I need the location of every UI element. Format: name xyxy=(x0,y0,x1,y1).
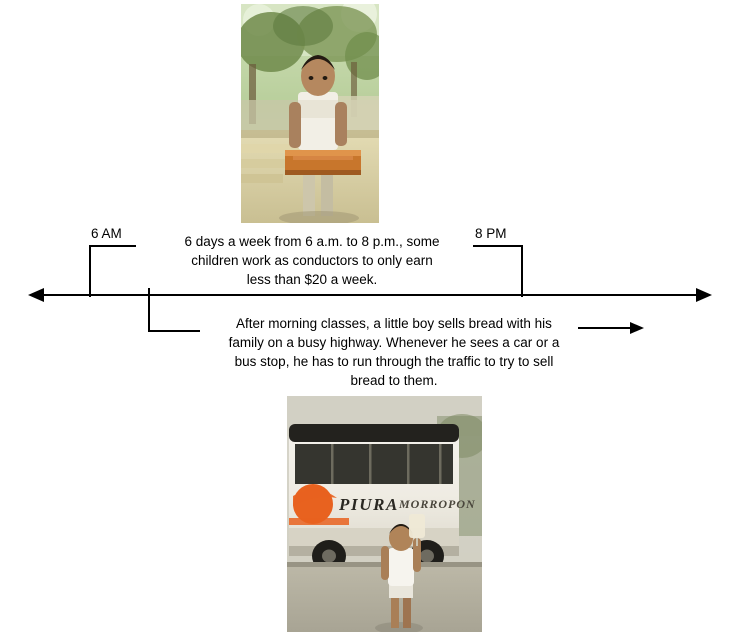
photo-boy-with-wooden-tray xyxy=(241,4,379,223)
photo-boy-beside-bus xyxy=(287,396,482,632)
timeline-end-label: 8 PM xyxy=(475,226,507,241)
branch-connector-vertical xyxy=(148,288,150,332)
photo-boy-with-wooden-tray-graphic xyxy=(241,4,379,223)
timeline-start-connector xyxy=(89,245,91,297)
timeline-start-underline xyxy=(89,245,136,247)
timeline-end-connector xyxy=(521,245,523,297)
right-arrow-icon xyxy=(578,321,644,335)
right-arrow-icon-graphic xyxy=(578,321,644,335)
svg-text:PIURA: PIURA xyxy=(339,495,399,514)
timeline-start-label: 6 AM xyxy=(91,226,122,241)
svg-text:MORROPON: MORROPON xyxy=(399,497,476,511)
caption-conductors: 6 days a week from 6 a.m. to 8 p.m., some children work as conductors to only earn less than $20 a week. xyxy=(184,234,440,287)
caption-bread-seller: After morning classes, a little boy sells bread with his family on a busy highway. Whenever he sees a car or a bus stop, he has to run through the traffic to try to sell bread to them. xyxy=(228,316,560,388)
timeline-end-underline xyxy=(473,245,523,247)
branch-connector-horizontal xyxy=(148,330,200,332)
photo-boy-beside-bus-graphic xyxy=(287,396,482,632)
